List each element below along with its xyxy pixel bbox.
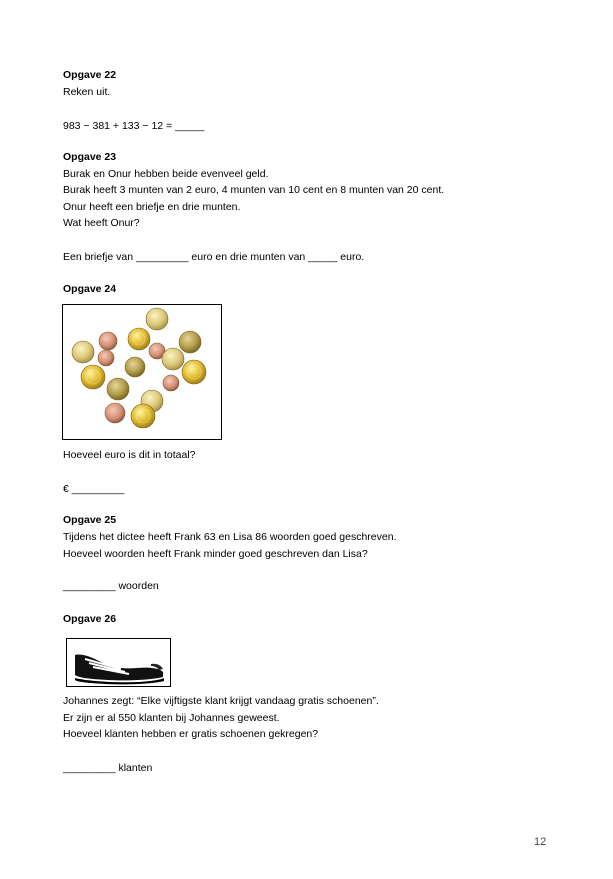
coin (128, 328, 150, 350)
coin (98, 350, 114, 366)
q23-line-2: Burak heeft 3 munten van 2 euro, 4 munten van 10 cent en 8 munten van 20 cent. (63, 184, 445, 196)
coins-image (62, 304, 222, 440)
coin (107, 378, 129, 400)
q26-answer-line: _________ klanten (63, 762, 153, 774)
coin (81, 365, 105, 389)
coin (131, 404, 155, 428)
coin (99, 332, 117, 350)
coin (72, 341, 94, 363)
q23-line-1: Burak en Onur hebben beide evenveel geld. (63, 168, 269, 180)
q23-title: Opgave 23 (63, 151, 117, 163)
q26-line-2: Er zijn er al 550 klanten bij Johannes geweest. (63, 712, 280, 724)
q22-sum: 983 − 381 + 133 − 12 = _____ (63, 120, 205, 132)
q23-line-3: Onur heeft een briefje en drie munten. (63, 201, 241, 213)
q24-answer-line: € _________ (63, 483, 125, 495)
q26-title: Opgave 26 (63, 613, 117, 625)
coins-illustration (63, 305, 221, 439)
shoe-image (66, 638, 171, 687)
q23-answer-line: Een briefje van _________ euro en drie munten van _____ euro. (63, 251, 365, 263)
q26-line-1: Johannes zegt: “Elke vijftigste klant krijgt vandaag gratis schoenen”. (63, 695, 379, 707)
coin (125, 357, 145, 377)
q23-question: Wat heeft Onur? (63, 217, 140, 229)
q26-question: Hoeveel klanten hebben er gratis schoenen gekregen? (63, 728, 319, 740)
q22-title: Opgave 22 (63, 69, 117, 81)
coin (182, 360, 206, 384)
coin (105, 403, 125, 423)
coin (146, 308, 168, 330)
q25-title: Opgave 25 (63, 514, 117, 526)
coin (179, 331, 201, 353)
q24-question: Hoeveel euro is dit in totaal? (63, 449, 196, 461)
q25-line-1: Tijdens het dictee heeft Frank 63 en Lisa 86 woorden goed geschreven. (63, 531, 397, 543)
coin (162, 348, 184, 370)
q22-instruction: Reken uit. (63, 86, 111, 98)
q25-answer-line: _________ woorden (63, 580, 159, 592)
q24-title: Opgave 24 (63, 283, 117, 295)
page-number: 12 (534, 836, 547, 848)
shoe-icon (67, 639, 170, 686)
q25-question: Hoeveel woorden heeft Frank minder goed geschreven dan Lisa? (63, 548, 368, 560)
coin (163, 375, 179, 391)
